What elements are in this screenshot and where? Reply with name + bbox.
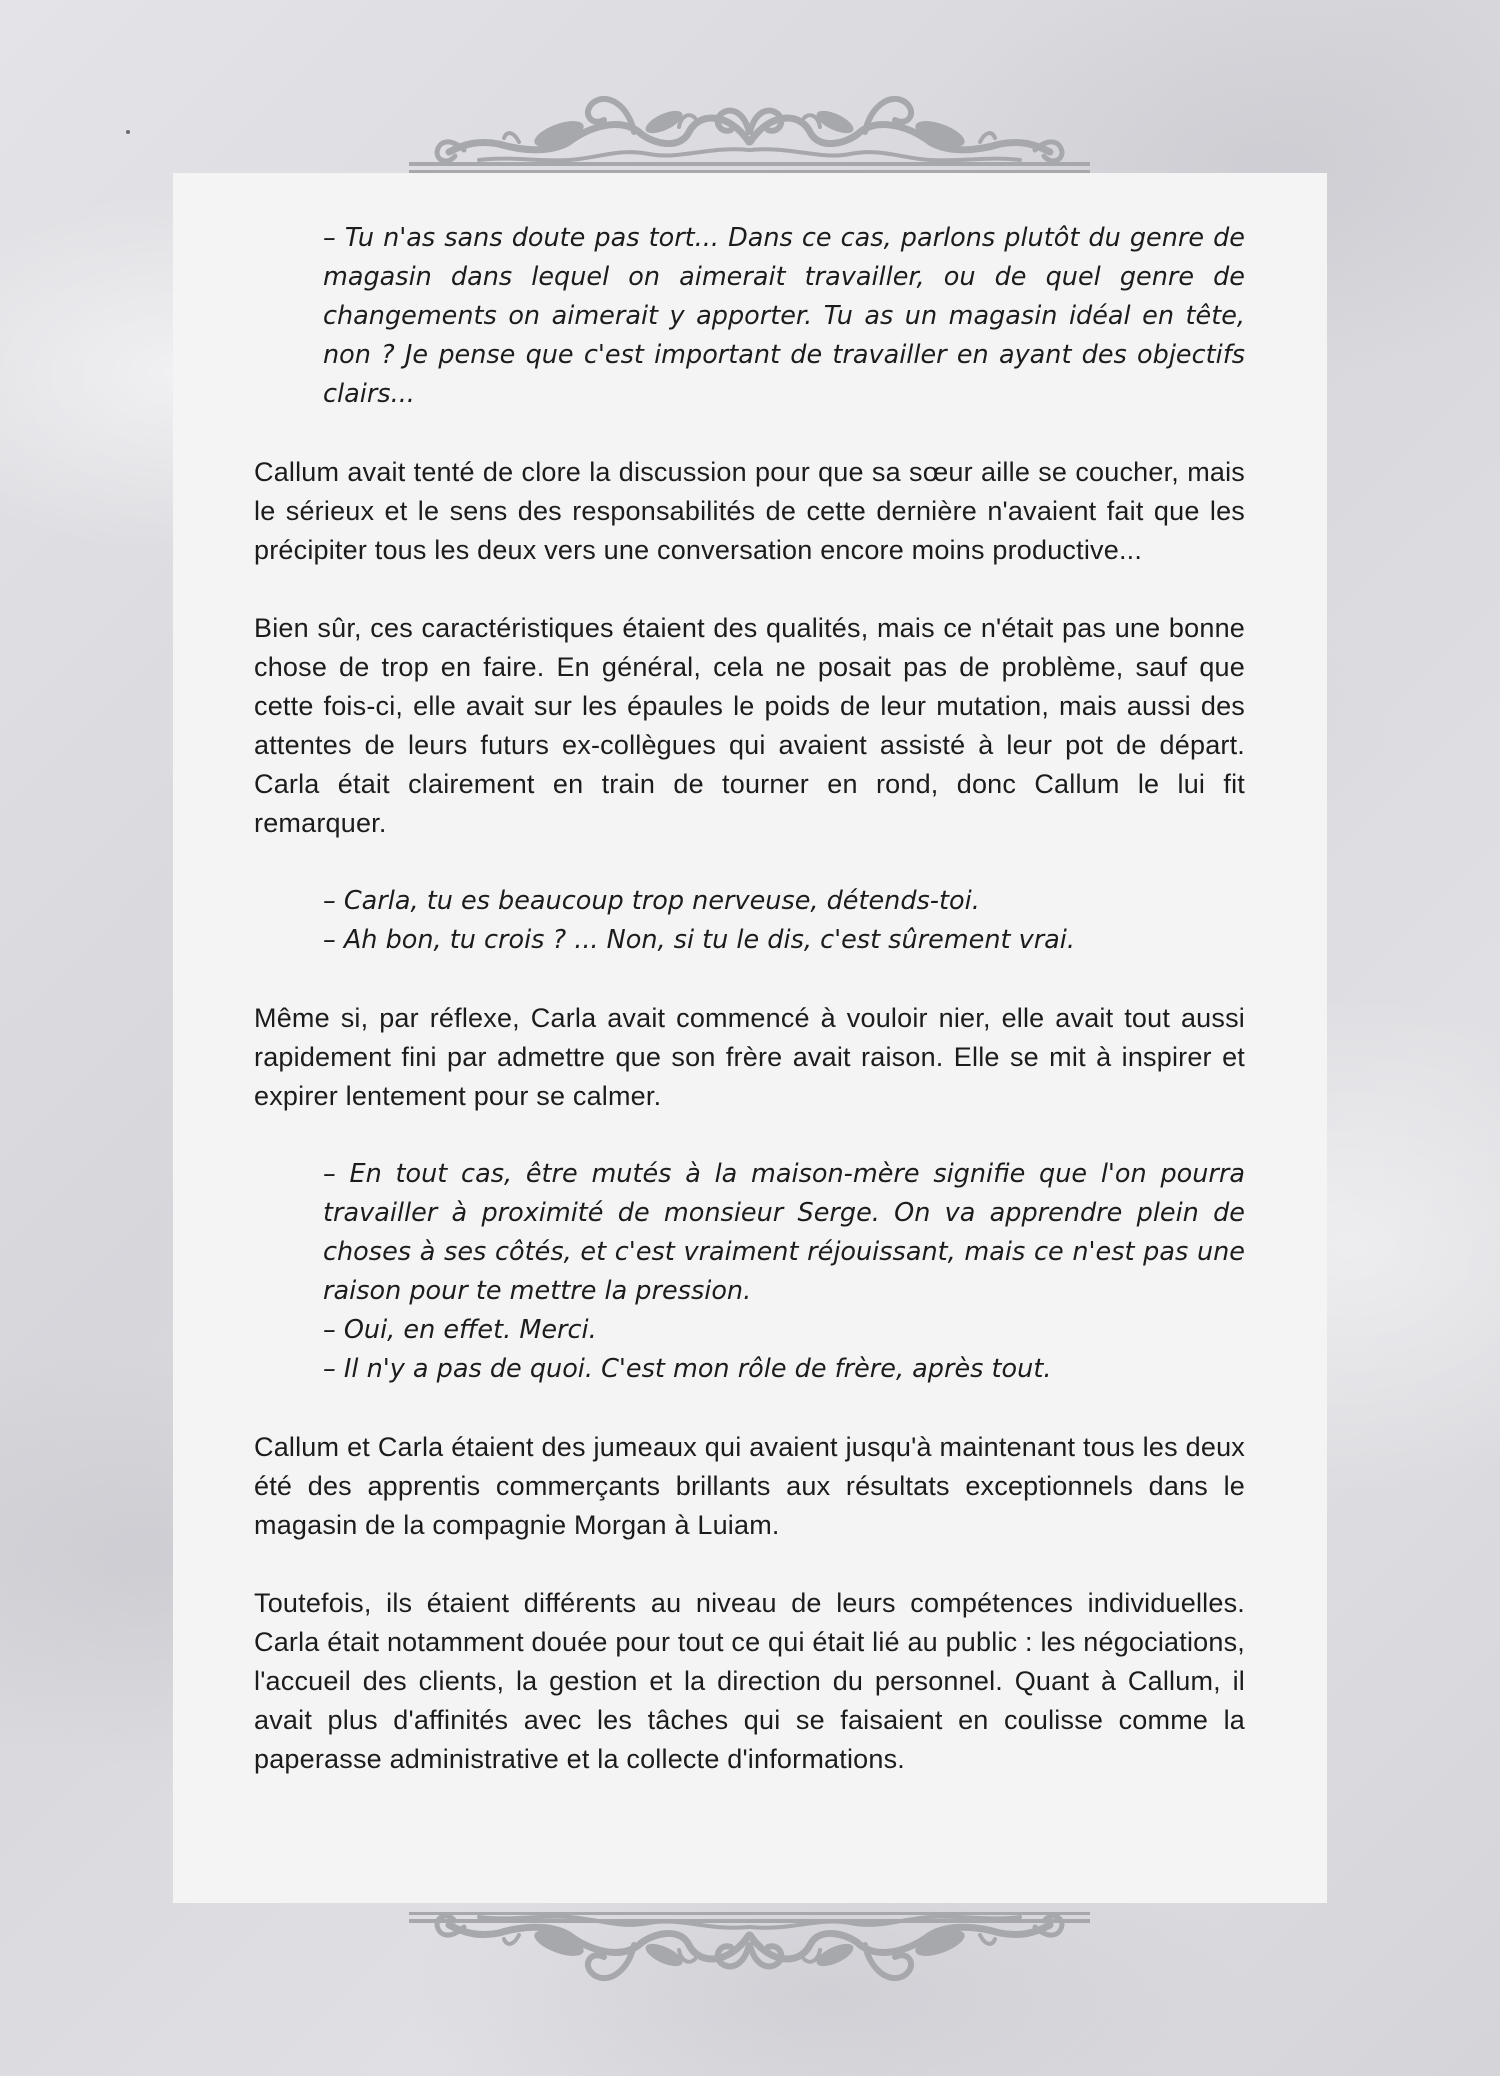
dialogue-block bbox=[323, 1155, 1245, 1389]
dialogue-line: – En tout cas, être mutés à la maison-mère signifie que l'on pourra travailler à proximité de monsieur Serge. On va apprendre plein de choses à ses côtés, et c'est vraiment réjouissant, mais ce n'est pas une raison pour te mettre la pression. bbox=[323, 1159, 1245, 1306]
paragraph: Même si, par réflexe, Carla avait commencé à vouloir nier, elle avait tout aussi rapidement fini par admettre que son frère avait raison. Elle se mit à inspirer et expirer lentement pour se calmer. bbox=[254, 1003, 1245, 1111]
dialogue-line: – Tu n'as sans doute pas tort... Dans ce cas, parlons plutôt du genre de magasin dans lequel on aimerait travailler, ou de quel genre de changements on aimerait y apporter. Tu as un magasin idéal en tête, non ? Je pense que c'est important de travailler en ayant des objectifs clairs... bbox=[323, 223, 1245, 409]
dialogue-block bbox=[323, 219, 1245, 414]
dialogue-block bbox=[323, 882, 1245, 960]
document-body bbox=[254, 219, 1245, 1818]
dialogue-line: – Il n'y a pas de quoi. C'est mon rôle de frère, après tout. bbox=[323, 1354, 1052, 1384]
paragraph: Bien sûr, ces caractéristiques étaient des qualités, mais ce n'était pas une bonne chose de trop en faire. En général, cela ne posait pas de problème, sauf que cette fois-ci, elle avait sur les épaules le poids de leur mutation, mais aussi des attentes de leurs futurs ex-collègues qui avaient assisté à leur pot de départ. Carla était clairement en train de tourner en rond, donc Callum le lui fit remarquer. bbox=[254, 613, 1245, 838]
top-flourish-ornament-icon bbox=[409, 72, 1090, 174]
dialogue-line: – Carla, tu es beaucoup trop nerveuse, détends-toi. bbox=[323, 886, 980, 916]
dialogue-line: – Ah bon, tu crois ? ... Non, si tu le dis, c'est sûrement vrai. bbox=[323, 925, 1075, 955]
background-speck bbox=[126, 130, 130, 134]
paragraph: Callum avait tenté de clore la discussion pour que sa sœur aille se coucher, mais le sérieux et le sens des responsabilités de cette dernière n'avaient fait que les précipiter tous les deux vers une conversation encore moins productive... bbox=[254, 457, 1245, 565]
dialogue-line: – Oui, en effet. Merci. bbox=[323, 1315, 597, 1345]
paragraph: Callum et Carla étaient des jumeaux qui avaient jusqu'à maintenant tous les deux été des apprentis commerçants brillants aux résultats exceptionnels dans le magasin de la compagnie Morgan à Luiam. bbox=[254, 1432, 1245, 1540]
bottom-flourish-ornament-icon bbox=[409, 1900, 1090, 2005]
text-panel bbox=[173, 173, 1327, 1903]
paragraph: Toutefois, ils étaient différents au niveau de leurs compétences individuelles. Carla était notamment douée pour tout ce qui était lié au public : les négociations, l'accueil des clients, la gestion et la direction du personnel. Quant à Callum, il avait plus d'affinités avec les tâches qui se faisaient en coulisse comme la paperasse administrative et la collecte d'informations. bbox=[254, 1588, 1245, 1774]
